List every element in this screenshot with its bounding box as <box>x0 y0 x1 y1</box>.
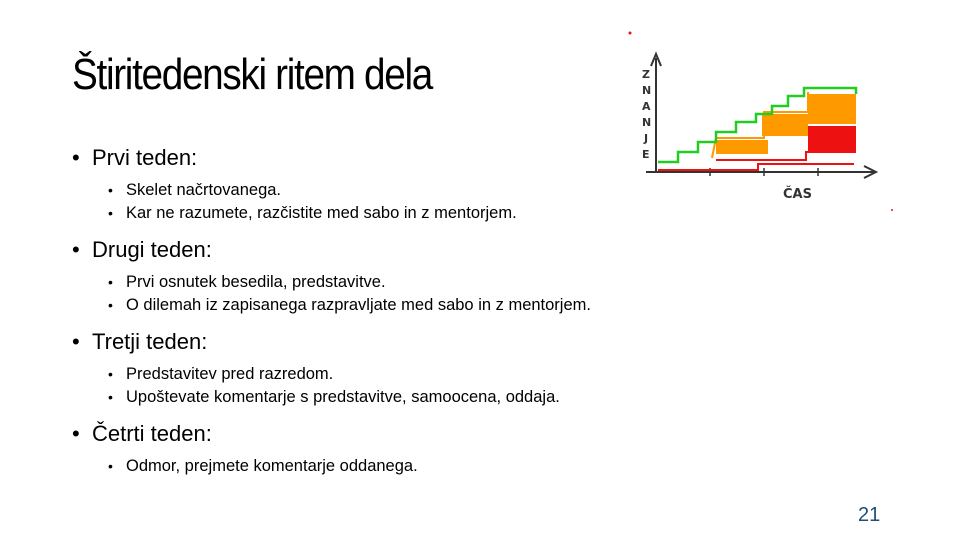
slide-content <box>72 143 832 478</box>
bullet-item: • O dilemah iz zapisanega razpravljate med sabo in z mentorjem. <box>108 294 832 317</box>
section-heading: • Tretji teden: <box>72 327 832 357</box>
red-dot <box>891 209 893 211</box>
y-axis-letter: N <box>642 84 652 97</box>
red-dot <box>629 32 632 35</box>
y-axis-letter: E <box>642 148 650 161</box>
section-heading: • Prvi teden: <box>72 143 832 173</box>
bullet-item: • Odmor, prejmete komentarje oddanega. <box>108 455 832 478</box>
section-heading: • Drugi teden: <box>72 235 832 265</box>
y-axis-letter: Z <box>642 68 650 81</box>
y-axis-letter: J <box>644 132 649 145</box>
orange-block <box>808 94 856 124</box>
orange-block <box>762 114 808 136</box>
bullet-item: • Kar ne razumete, razčistite med sabo in z mentorjem. <box>108 202 832 225</box>
bullet-item: • Skelet načrtovanega. <box>108 179 832 202</box>
y-axis-letter: N <box>642 116 652 129</box>
x-axis-label: ČAS <box>783 187 812 202</box>
slide-title: Štiritedenski ritem dela <box>72 50 432 99</box>
section-heading: • Četrti teden: <box>72 419 832 449</box>
bullet-item: • Predstavitev pred razredom. <box>108 363 832 386</box>
bullet-item: • Upoštevate komentarje s predstavitve, samoocena, oddaja. <box>108 386 832 409</box>
bullet-item: • Prvi osnutek besedila, predstavitve. <box>108 271 832 294</box>
y-axis-letter: A <box>642 100 651 113</box>
page-number: 21 <box>858 504 881 526</box>
